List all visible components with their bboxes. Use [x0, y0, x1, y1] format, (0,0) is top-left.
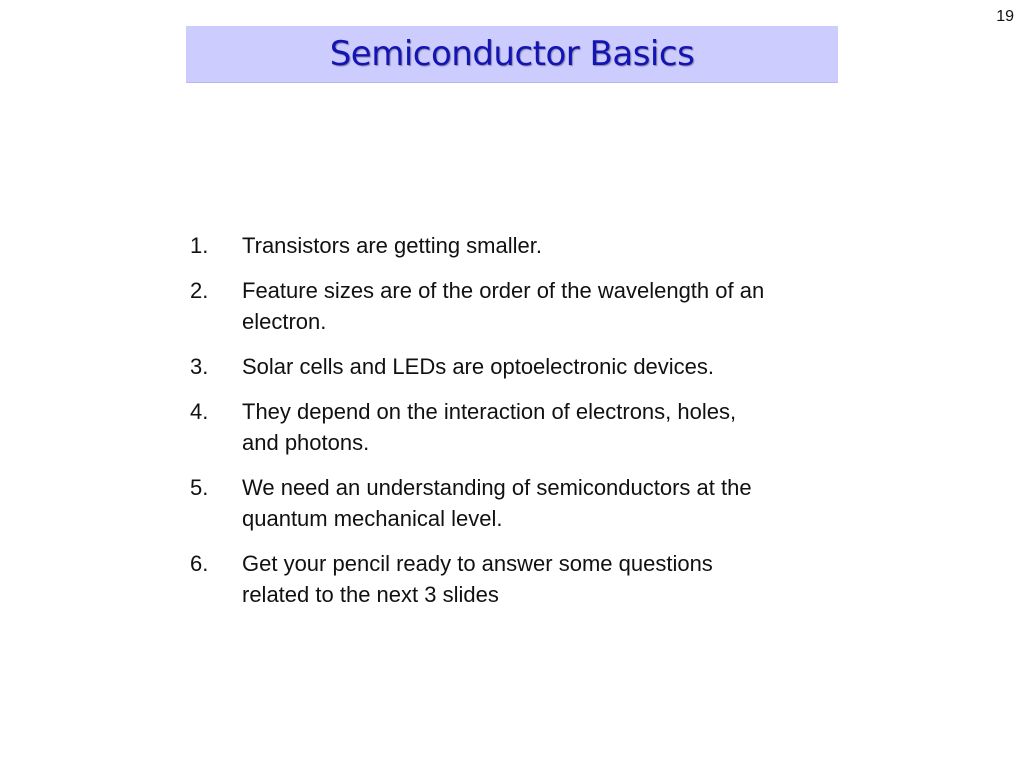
list-item-text: Feature sizes are of the order of the wavelength of an electron. — [242, 278, 765, 334]
list-item — [190, 396, 810, 458]
list-item-text: We need an understanding of semiconductors at the quantum mechanical level. — [242, 475, 752, 531]
list-item-number: 4. — [190, 399, 209, 424]
list-item-text: Transistors are getting smaller. — [242, 233, 542, 258]
list-item — [190, 472, 810, 534]
page-number: 19 — [996, 8, 1014, 25]
list-item-number: 3. — [190, 354, 209, 379]
list-item-number: 5. — [190, 475, 209, 500]
list-item-text: They depend on the interaction of electrons, holes, and photons. — [242, 399, 737, 455]
list-item-number: 2. — [190, 278, 209, 303]
list-item-text: Get your pencil ready to answer some questions related to the next 3 slides — [242, 551, 713, 607]
list-item — [190, 351, 810, 382]
numbered-list — [190, 230, 810, 624]
list-item-number: 1. — [190, 233, 209, 258]
list-item-number: 6. — [190, 551, 209, 576]
list-item — [190, 548, 810, 610]
title-banner — [186, 26, 838, 83]
list-item — [190, 230, 810, 261]
list-item — [190, 275, 810, 337]
list-item-text: Solar cells and LEDs are optoelectronic devices. — [242, 354, 715, 379]
slide-title: Semiconductor Basics — [329, 34, 695, 74]
